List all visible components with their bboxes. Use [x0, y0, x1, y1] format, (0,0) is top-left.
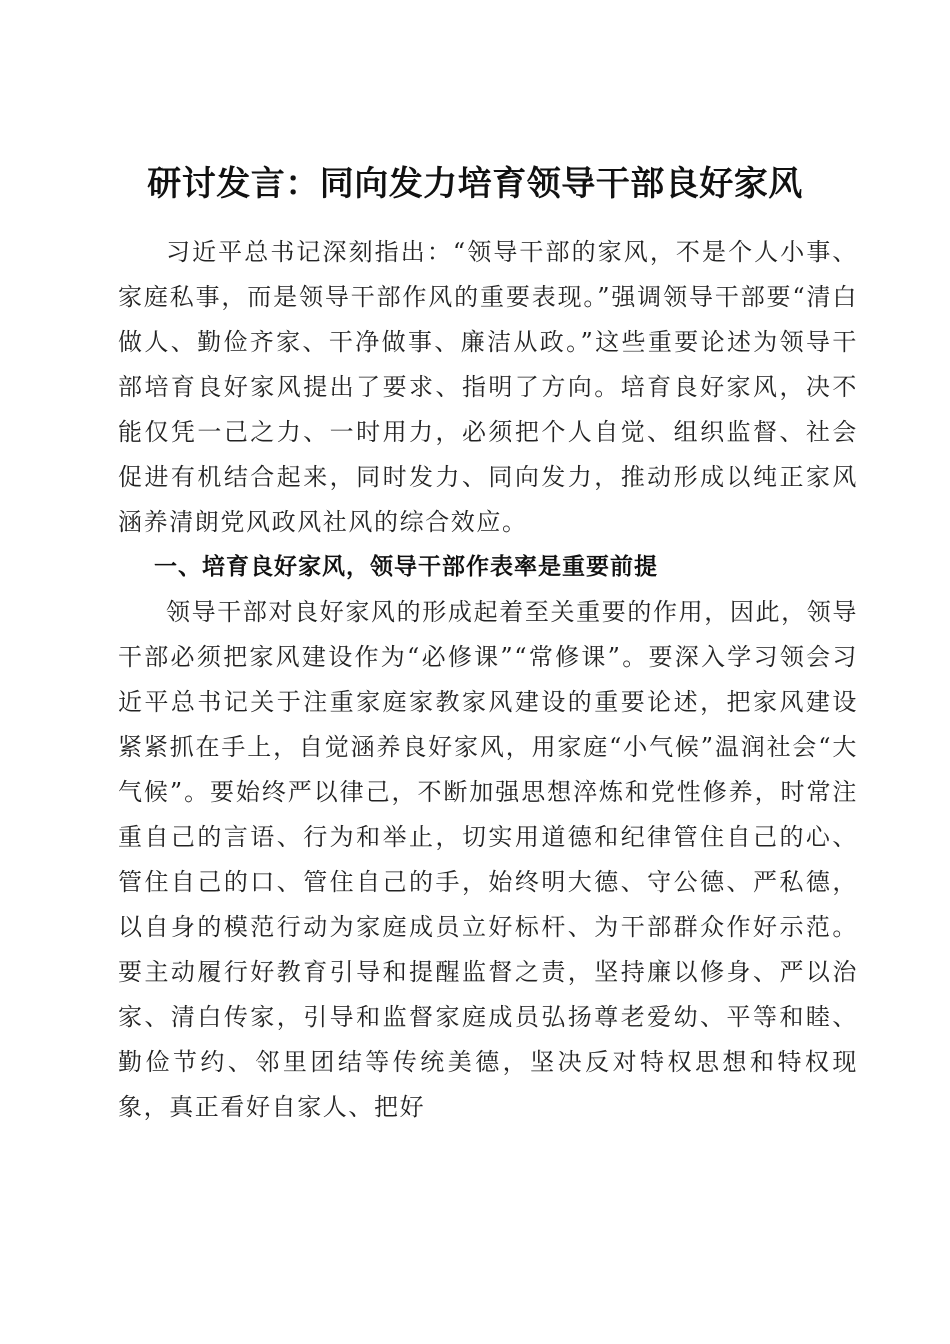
intro-paragraph: 习近平总书记深刻指出：“领导干部的家风，不是个人小事、家庭私事，而是领导干部作风的重要表现。”强调领导干部要“清白做人、勤俭齐家、干净做事、廉洁从政。”这些重要论述为领导干部培育良好家风提出了要求、指明了方向。培育良好家风，决不能仅凭一己之力、一时用力，必须把个人自觉、组织监督、社会促进有机结合起来，同时发力、同向发力，推动形成以纯正家风涵养清朗党风政风社风的综合效应。: [118, 238, 858, 536]
section-heading-1: 一、培育良好家风，领导干部作表率是重要前提: [154, 554, 658, 580]
section-1-paragraph: 领导干部对良好家风的形成起着至关重要的作用，因此，领导干部必须把家风建设作为“必修课”“常修课”。要深入学习领会习近平总书记关于注重家庭家教家风建设的重要论述，把家风建设紧紧抓在手上，自觉涵养良好家风，用家庭“小气候”温润社会“大气候”。要始终严以律己，不断加强思想淬炼和党性修养，时常注重自己的言语、行为和举止，切实用道德和纪律管住自己的心、管住自己的口、管住自己的手，始终明大德、守公德、严私德，以自身的模范行动为家庭成员立好标杆、为干部群众作好示范。要主动履行好教育引导和提醒监督之责，坚持廉以修身、严以治家、清白传家，引导和监督家庭成员弘扬尊老爱幼、平等和睦、勤俭节约、邻里团结等传统美德，坚决反对特权思想和特权现象，真正看好自家人、把好: [118, 598, 858, 1121]
document-body: [118, 230, 858, 1130]
document-title: 研讨发言：同向发力培育领导干部良好家风: [147, 163, 803, 204]
